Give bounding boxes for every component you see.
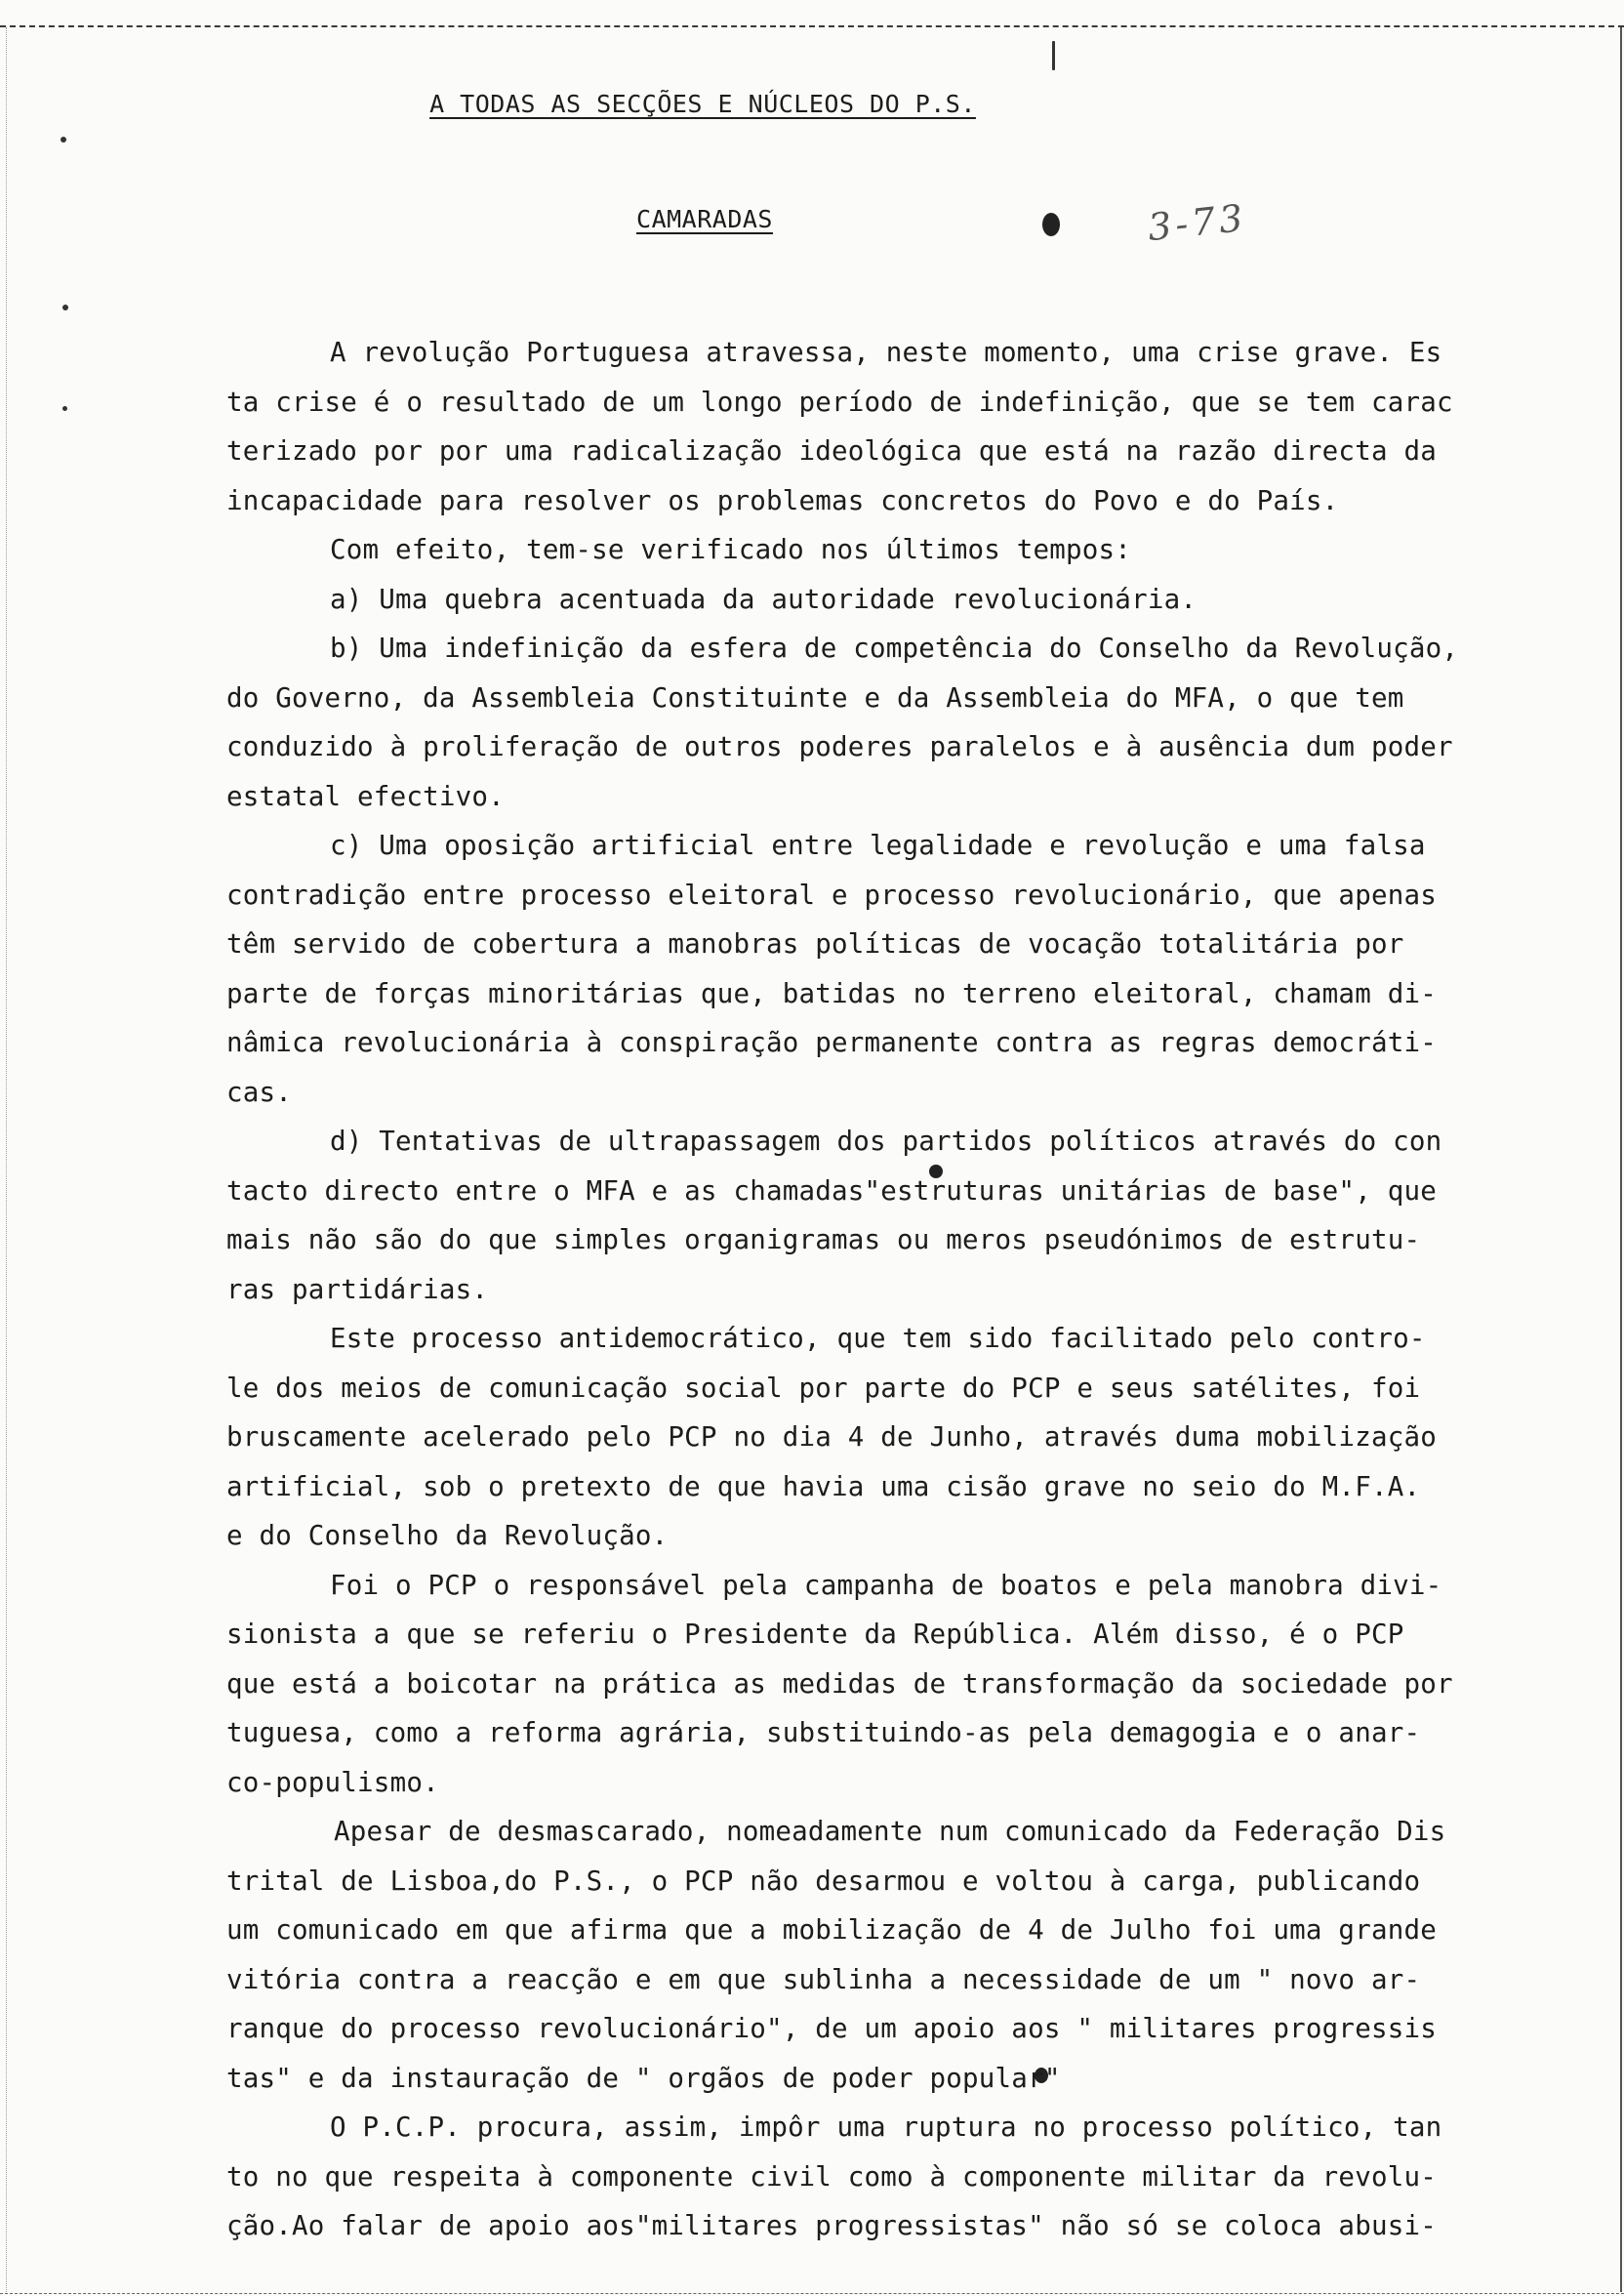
body-line: bruscamente acelerado pelo PCP no dia 4 de Junho, através duma mobilização <box>226 1421 1437 1453</box>
page-right-edge <box>1620 27 1622 2292</box>
body-line: do Governo, da Assembleia Constituinte e da Assembleia do MFA, o que tem <box>226 681 1404 714</box>
body-line: A revolução Portuguesa atravessa, neste momento, uma crise grave. Es <box>330 337 1442 368</box>
body-line: cas. <box>226 1076 293 1108</box>
body-line: ranque do processo revolucionário", de um apoio aos " militares progressis <box>226 2013 1437 2044</box>
ink-mark <box>1052 41 1055 70</box>
body-line: Foi o PCP o responsável pela campanha de boatos e pela manobra divi- <box>330 1569 1442 1601</box>
body-line: co-populismo. <box>226 1766 439 1798</box>
body-line: têm servido de cobertura a manobras políticas de vocação totalitária por <box>226 928 1404 960</box>
body-line: terizado por por uma radicalização ideológica que está na razão directa da <box>226 435 1437 467</box>
ink-speck <box>62 406 67 411</box>
body-line: a) Uma quebra acentuada da autoridade revolucionária. <box>330 583 1198 615</box>
body-line: tas" e da instauração de " orgãos de poder popular" <box>226 2062 1061 2094</box>
body-line: d) Tentativas de ultrapassagem dos partidos políticos através do con <box>330 1126 1442 1157</box>
body-line: nâmica revolucionária à conspiração permanente contra as regras democráti- <box>226 1027 1437 1058</box>
body-line: estatal efectivo. <box>226 780 505 812</box>
body-line: Com efeito, tem-se verificado nos últimos tempos: <box>330 534 1132 565</box>
body-line: trital de Lisboa,do P.S., o PCP não desarmou e voltou à carga, publicando <box>226 1865 1421 1897</box>
body-line: incapacidade para resolver os problemas concretos do Povo e do País. <box>226 484 1339 516</box>
page-bottom-edge <box>0 2293 1624 2294</box>
body-line: um comunicado em que afirma que a mobilização de 4 de Julho foi uma grande <box>226 1914 1437 1946</box>
body-line: ção.Ao falar de apoio aos"militares progressistas" não só se coloca abusi- <box>226 2210 1437 2241</box>
body-line: contradição entre processo eleitoral e processo revolucionário, que apenas <box>226 879 1437 911</box>
body-line: ras partidárias. <box>226 1273 489 1305</box>
body-line: Apesar de desmascarado, nomeadamente num comunicado da Federação Dis <box>334 1816 1446 1847</box>
handwritten-annotation: 3-73 <box>1145 195 1249 250</box>
body-line: b) Uma indefinição da esfera de competência do Conselho da Revolução, <box>330 633 1459 664</box>
ink-speck <box>61 137 66 143</box>
body-line: le dos meios de comunicação social por parte do PCP e seus satélites, foi <box>226 1372 1421 1404</box>
ink-speck <box>62 305 68 310</box>
page-top-border <box>0 25 1624 27</box>
body-line: parte de forças minoritárias que, batidas no terreno eleitoral, chamam di- <box>226 977 1437 1009</box>
salutation-text: CAMARADAS <box>636 205 773 233</box>
addressee-text: A TODAS AS SECÇÕES E NÚCLEOS DO P.S. <box>429 90 976 118</box>
body-line: e do Conselho da Revolução. <box>226 1520 669 1551</box>
page-left-edge <box>6 27 7 2292</box>
body-line: ta crise é o resultado de um longo período de indefinição, que se tem carac <box>226 386 1453 418</box>
body-line: artificial, sob o pretexto de que havia uma cisão grave no seio do M.F.A. <box>226 1470 1421 1502</box>
body-line: O P.C.P. procura, assim, impôr uma ruptura no processo político, tan <box>330 2112 1442 2143</box>
ink-blot <box>1042 213 1060 236</box>
body-line: sionista a que se referiu o Presidente da República. Além disso, é o PCP <box>226 1619 1404 1650</box>
body-line: vitória contra a reacção e em que sublinha a necessidade de um " novo ar- <box>226 1963 1421 1995</box>
letter-body <box>226 328 1563 2251</box>
body-line: mais não são do que simples organigramas ou meros pseudónimos de estrutu- <box>226 1224 1421 1255</box>
body-line: Este processo antidemocrático, que tem sido facilitado pelo contro- <box>330 1323 1426 1354</box>
body-line: tuguesa, como a reforma agrária, substituindo-as pela demagogia e o anar- <box>226 1717 1421 1748</box>
body-line: que está a boicotar na prática as medidas de transformação da sociedade por <box>226 1667 1453 1700</box>
body-line: to no que respeita à componente civil como à componente militar da revolu- <box>226 2160 1437 2193</box>
addressee-heading <box>0 90 1405 118</box>
body-line: tacto directo entre o MFA e as chamadas"estruturas unitárias de base", que <box>226 1174 1437 1207</box>
body-line: c) Uma oposição artificial entre legalidade e revolução e uma falsa <box>330 830 1426 861</box>
body-line: conduzido à proliferação de outros poderes paralelos e à ausência dum poder <box>226 731 1453 762</box>
